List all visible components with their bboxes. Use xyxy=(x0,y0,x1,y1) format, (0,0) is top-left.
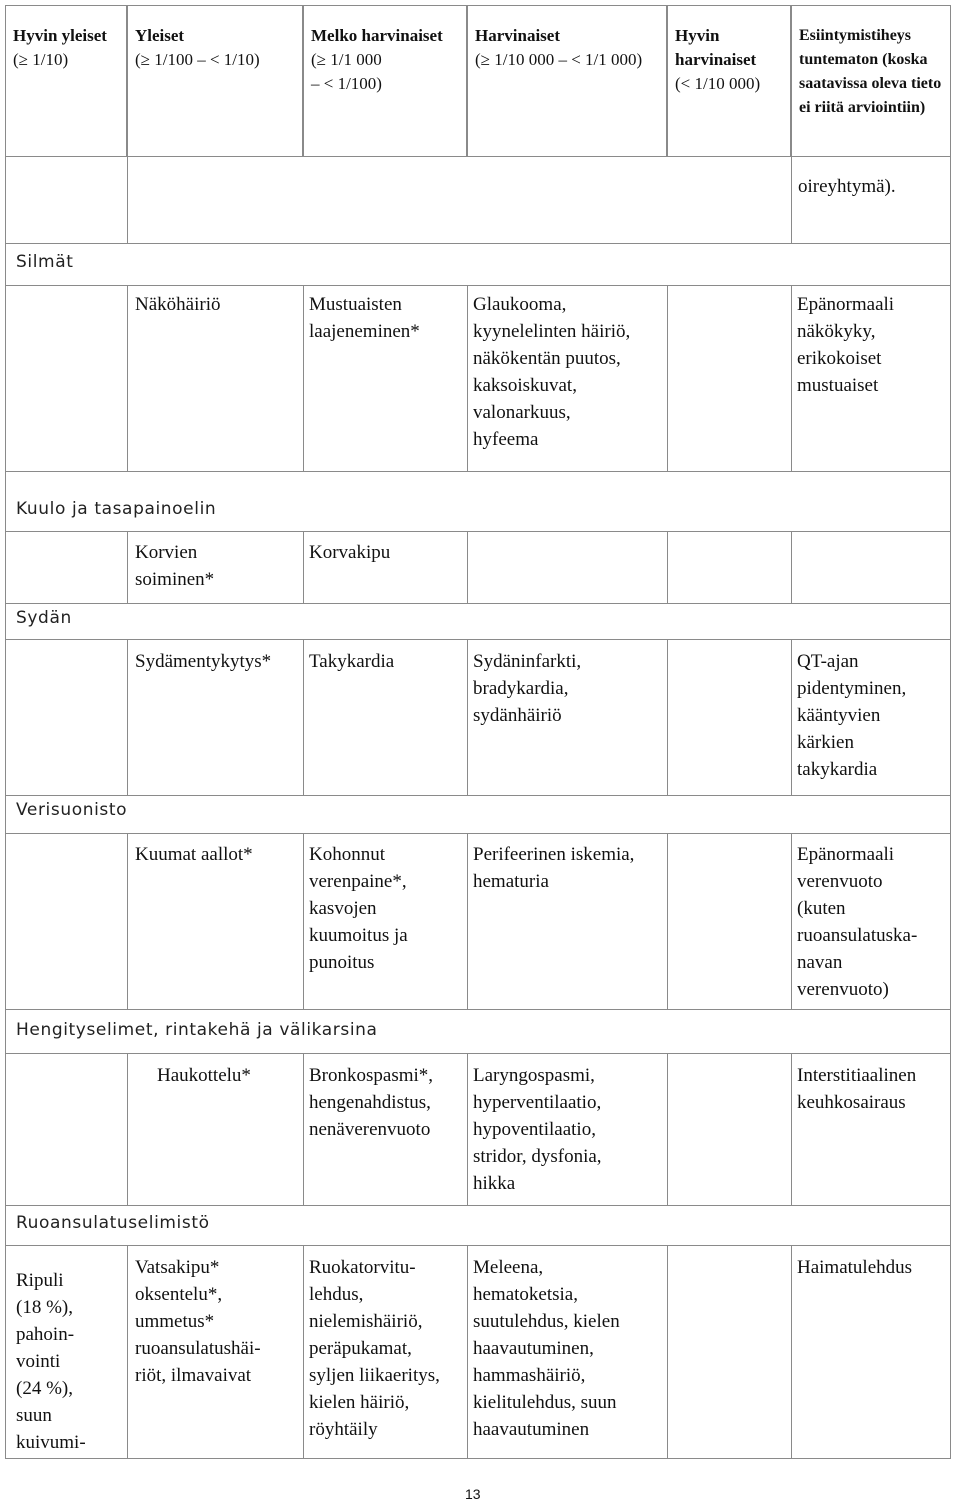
divider xyxy=(127,1053,128,1205)
section-title-silmat: Silmät xyxy=(16,252,74,272)
divider xyxy=(5,1245,951,1246)
divider xyxy=(5,285,951,286)
silmat-tuntematon: Epänormaali näkökyky, erikokoiset mustuaiset xyxy=(797,294,895,396)
divider xyxy=(5,1205,951,1206)
silmat-yleiset: Näköhäiriö xyxy=(135,294,221,315)
silmat-harvinaiset: Glaukooma, kyynelelinten häiriö, näkökentän puutos, kaksoiskuvat, valonarkuus, hyfeema xyxy=(473,294,631,450)
silmat-melko: Mustuaisten laajeneminen* xyxy=(309,294,420,342)
frame-left xyxy=(5,157,6,1459)
divider xyxy=(667,833,668,1009)
page-number: 13 xyxy=(465,1486,481,1502)
divider xyxy=(303,1053,304,1205)
ruoansulatus-yleiset: Vatsakipu* oksentelu*, ummetus* ruoansulatushäi- riöt, ilmavaivat xyxy=(135,1257,261,1386)
table-header xyxy=(5,5,951,157)
divider xyxy=(5,1053,951,1054)
divider xyxy=(467,639,468,795)
divider xyxy=(791,285,792,471)
divider xyxy=(5,243,951,244)
divider xyxy=(127,157,128,243)
hengitys-melko: Bronkospasmi*, hengenahdistus, nenäverenvuoto xyxy=(309,1065,434,1140)
verisuonisto-melko: Kohonnut verenpaine*, kasvojen kuumoitus ja punoitus xyxy=(309,844,408,973)
divider xyxy=(667,531,668,603)
header-yleiset: Yleiset (≥ 1/100 – < 1/10) xyxy=(127,5,303,157)
frame-right xyxy=(950,157,951,1459)
divider xyxy=(5,833,951,834)
divider xyxy=(303,833,304,1009)
continuation-text: oireyhtymä). xyxy=(798,176,896,197)
divider xyxy=(467,285,468,471)
divider xyxy=(303,531,304,603)
divider xyxy=(791,531,792,603)
divider xyxy=(5,1009,951,1010)
divider xyxy=(127,833,128,1009)
divider xyxy=(667,639,668,795)
divider xyxy=(127,531,128,603)
ruoansulatus-harvinaiset: Meleena, hematoketsia, suutulehdus, kielen haavautuminen, hammashäiriö, kielitulehdus, suun haavautuminen xyxy=(473,1257,620,1440)
header-hyvin-yleiset: Hyvin yleiset (≥ 1/10) xyxy=(5,5,127,157)
divider xyxy=(5,531,951,532)
ruoansulatus-melko: Ruokatorvitu- lehdus, nielemishäiriö, peräpukamat, syljen liikaeritys, kielen häiriö, röyhtäily xyxy=(309,1257,440,1440)
divider xyxy=(467,833,468,1009)
divider xyxy=(127,285,128,471)
verisuonisto-yleiset: Kuumat aallot* xyxy=(135,844,253,865)
sydan-harvinaiset: Sydäninfarkti, bradykardia, sydänhäiriö xyxy=(473,651,582,726)
header-tuntematon: Esiintymistiheys tuntematon (koska saatavissa oleva tieto ei riitä arviointiin) xyxy=(791,5,951,157)
frame-bottom xyxy=(5,1458,951,1459)
section-title-kuulo: Kuulo ja tasapainoelin xyxy=(16,499,217,519)
header-melko-harvinaiset: Melko harvinaiset (≥ 1/1 000 – < 1/100) xyxy=(303,5,467,157)
divider xyxy=(5,471,951,472)
divider xyxy=(667,1053,668,1205)
sydan-yleiset: Sydämentykytys* xyxy=(135,651,272,672)
divider xyxy=(791,157,792,243)
section-title-sydan: Sydän xyxy=(16,608,72,628)
section-title-verisuonisto: Verisuonisto xyxy=(16,800,128,820)
divider xyxy=(467,1053,468,1205)
divider xyxy=(467,531,468,603)
divider xyxy=(127,639,128,795)
divider xyxy=(791,833,792,1009)
header-harvinaiset: Harvinaiset (≥ 1/10 000 – < 1/1 000) xyxy=(467,5,667,157)
kuulo-melko: Korvakipu xyxy=(309,542,391,563)
divider xyxy=(5,603,951,604)
section-title-ruoansulatus: Ruoansulatuselimistö xyxy=(16,1213,210,1233)
ruoansulatus-hyvin-yleiset: Ripuli (18 %), pahoin- vointi (24 %), suun kuivumi- xyxy=(16,1270,86,1453)
divider xyxy=(127,1245,128,1459)
sydan-tuntematon: QT-ajan pidentyminen, kääntyvien kärkien takykardia xyxy=(797,651,907,780)
verisuonisto-tuntematon: Epänormaali verenvuoto (kuten ruoansulatuska- navan verenvuoto) xyxy=(797,844,918,1000)
divider xyxy=(467,1245,468,1459)
hengitys-tuntematon: Interstitiaalinen keuhkosairaus xyxy=(797,1065,917,1113)
divider xyxy=(303,1245,304,1459)
divider xyxy=(667,1245,668,1459)
ruoansulatus-tuntematon: Haimatulehdus xyxy=(797,1257,913,1278)
divider xyxy=(5,795,951,796)
divider xyxy=(303,639,304,795)
divider xyxy=(791,1245,792,1459)
header-hyvin-harvinaiset: Hyvin harvinaiset (< 1/10 000) xyxy=(667,5,791,157)
kuulo-yleiset: Korvien soiminen* xyxy=(135,542,215,590)
verisuonisto-harvinaiset: Perifeerinen iskemia, hematuria xyxy=(473,844,635,892)
sydan-melko: Takykardia xyxy=(309,651,395,672)
divider xyxy=(791,1053,792,1205)
divider xyxy=(791,639,792,795)
divider xyxy=(5,639,951,640)
hengitys-yleiset: Haukottelu* xyxy=(157,1065,251,1086)
divider xyxy=(667,285,668,471)
divider xyxy=(303,285,304,471)
section-title-hengitys: Hengityselimet, rintakehä ja välikarsina xyxy=(16,1020,378,1040)
hengitys-harvinaiset: Laryngospasmi, hyperventilaatio, hypoventilaatio, stridor, dysfonia, hikka xyxy=(473,1065,602,1194)
